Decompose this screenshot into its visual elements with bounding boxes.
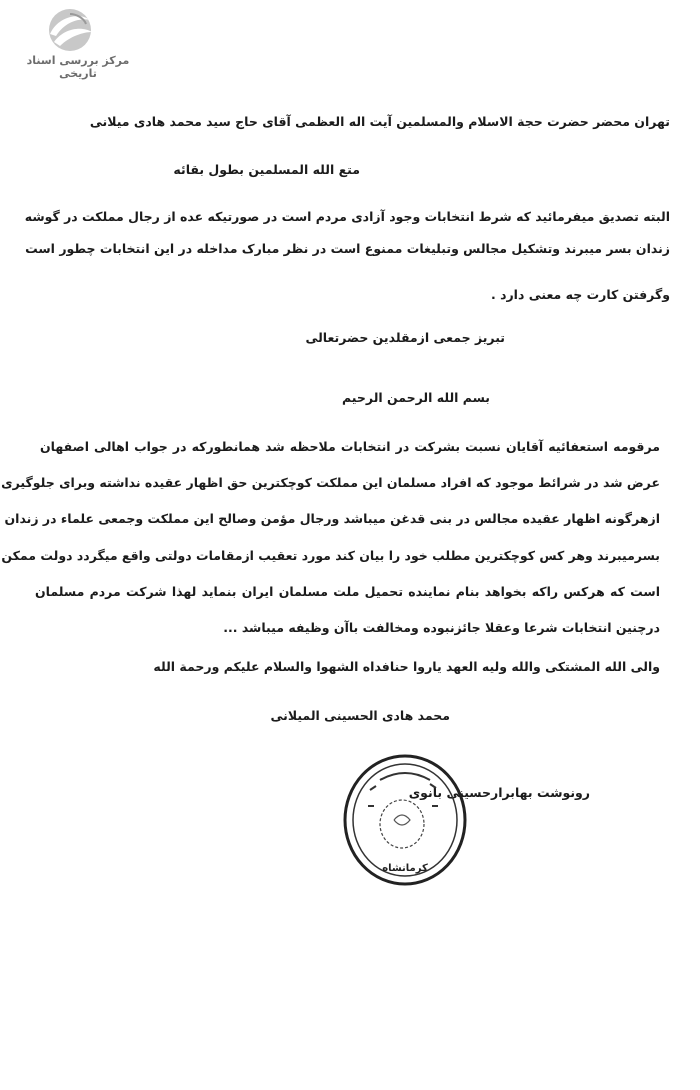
reply-line: ازهرگونه اظهار عقیده مجالس در بنی قدغن میباشد ورجال مؤمن وصالح این مملکت وجمعی علماء در زندان [4, 511, 660, 526]
reply-signature: محمد هادی الحسینی المیلانی [270, 708, 450, 723]
reply-line: عرض شد در شرائط موجود که افراد مسلمان این مملکت کوچکترین حق اظهار عقیده نداشته وبرای جلوگیری [1, 475, 660, 490]
telegram-line: وگرفتن کارت چه معنی دارد . [490, 287, 670, 302]
reply-line: مرقومه استعفائیه آقایان نسبت بشرکت در انتخابات ملاحظه شد همانطورکه در جواب اهالی اصفهان [40, 439, 660, 454]
archive-logo-icon [40, 6, 98, 54]
telegram-line: البته تصدیق میفرمائید که شرط انتخابات وجود آزادی مردم است در صورتیکه عده از رجال مملکت در گوشه [24, 209, 670, 224]
telegram-signature: تبریز جمعی ازمقلدین حضرتعالی [305, 330, 505, 345]
seal-inner-text: کرمانشاه [382, 863, 428, 874]
reply-line: بسرمیبرند وهر کس کوچکترین مطلب خود را بیان کند مورد تعقیب ازمقامات دولتی واقع میگردد دولت ممکن [1, 548, 660, 563]
reply-closing: والی الله المشتکی والله ولیه العهد یاروا حنافداه الشهوا والسلام علیکم ورحمة الله [153, 659, 660, 674]
telegram-line: زندان بسر میبرند وتشکیل مجالس وتبلیغات ممنوع است در نظر مبارک مداخله در این انتخابات چطور است [25, 241, 670, 256]
basmala: بسم الله الرحمن الرحیم [342, 390, 490, 405]
telegram-address: تهران محضر حضرت حجة الاسلام والمسلمین آیت اله العظمی آقای حاج سید محمد هادی میلانی [89, 114, 670, 129]
telegram-blessing: متع الله المسلمین بطول بقائه [173, 162, 360, 177]
reply-line: است که هرکس راکه بخواهد بنام نماینده تحمیل ملت مسلمان ایران بنماید لهذا شرکت مردم مسلمان [35, 584, 660, 599]
round-seal-icon [340, 750, 470, 890]
copy-note: رونوشت بهابرارحسینی بانوی [408, 785, 590, 800]
watermark-text: مرکز بررسی اسناد تاریخی [26, 54, 130, 80]
reply-line: درچنین انتخابات شرعا وعقلا جائزنبوده ومخالفت باآن وظیفه میباشد ... [223, 620, 660, 635]
